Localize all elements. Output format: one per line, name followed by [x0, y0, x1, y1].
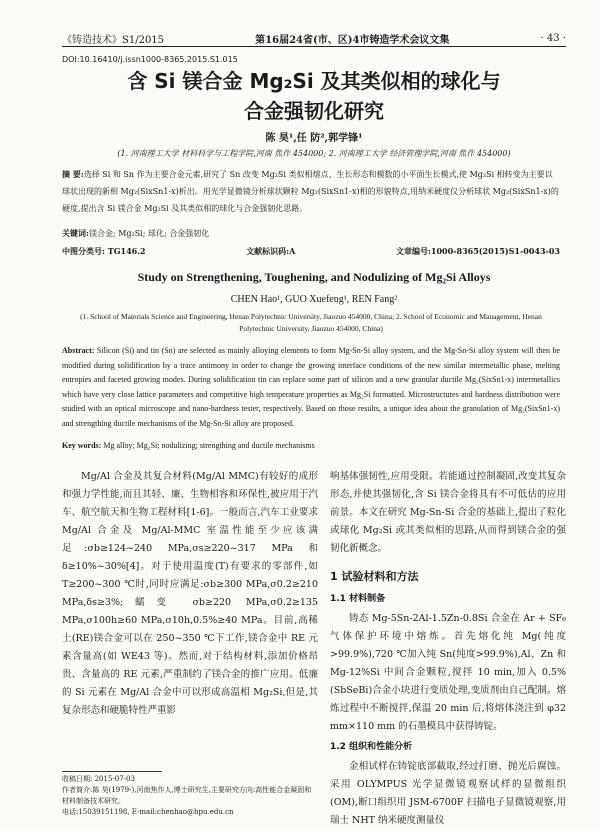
contact-info: 电话:15039151198, E-mail:chenhao@hpu.edu.cn: [62, 808, 234, 816]
intro-continued: 响基体强韧性,应用受限。若能通过控制凝固,改变其复杂形态,并使其强韧化,含 Si 镁合金将具有不可低估的应用前景。本文在研究 Mg-Sn-Si 合金的基础上,提出了粒化或球化 Mg₂Si 或其类似相的思路,从而得到镁合金的强韧化新概念。: [330, 471, 566, 554]
body-column-left: [62, 468, 318, 720]
footnote-divider: [62, 771, 162, 772]
running-header: [62, 30, 566, 47]
keywords-cn-text: 镁合金; Mg₂Si; 球化; 合金强韧化: [88, 229, 210, 238]
subsection-heading-1-2: 1.2 组织和性能分析: [330, 742, 413, 752]
keywords-en-text: Mg alloy; Mg₂Si; nodulizing; strengthing and ductile mechanisms: [103, 441, 315, 450]
keywords-cn-label: 关键词:: [62, 228, 89, 238]
journal-name: 《铸造技术》S1/2015: [62, 34, 165, 46]
affiliation-en: (1. School of Materials Science and Engineering, Henan Polytechnic University, Jiaozuo 454000, China; 2. School of Economic and Management, Henan Polytechnic University, Jiaozuo 454000, China): [80, 312, 542, 333]
affiliation-cn: (1. 河南理工大学 材料科学与工程学院,河南 焦作 454000; 2. 河南理工大学 经济管理学院,河南 焦作 454000): [117, 149, 511, 158]
title-cn-line1: 含 Si 镁合金 Mg₂Si 及其类似相的球化与: [127, 69, 501, 93]
keywords-cn: [62, 228, 560, 239]
keywords-en-label: Key words:: [62, 441, 102, 450]
meeting-name: 第16届24省(市、区)4市铸造学术会议文集: [255, 34, 450, 46]
abstract-cn-text: 选择 Si 和 Sn 作为主要合金元素,研究了 Sn 改变 Mg₂Si 类似相熔点、生长形态和模数的小平面生长模式,使 Mg₂Si 相转变为主要以球状出现的新相 Mg₂(SixSn1-x)析出。用光学显微镜分析球状颗粒 Mg₂(SixSn1-x)相的形貌特点,用纳米硬度仪分析球状 Mg₂(SixSn1-x)的硬度,提出含 Si 镁合金 Mg₂Si 及其类似相的球化与合金强韧化思路。: [62, 170, 559, 213]
authors-cn: 陈 昊¹,任 防²,郭学锋¹: [265, 133, 363, 144]
intro-paragraph: Mg/Al 合金及其复合材料(Mg/Al MMC)有较好的成形和强力学性能,而且其轻、廉、生物相容和环保性,被应用于汽车、航空航天和生物工程材料[1-6]。一般而言,汽车工业要求 Mg/Al 合金及 Mg/Al-MMC 室温性能至少应该满足:σb≥124~240 MPa,σs≥220~317 MPa 和 δ≥10%~30%[4]。对于使用温度(T)有要求的零部件,如 T≥200~300 ℃时,同时应满足:σb≥300 MPa,σ0.2≥210 MPa,δs≥3%;蠕变 σb≥220 MPa,σ0.2≥135 MPa,σ100h≥60 MPa,σ10h,0.5%≥40 MPa。目前,高稀土(RE)镁合金可以在 250~350 ℃下工作,镁合金中 RE 元素含量高(如 WE43 等)。然而,对于结构材料,添加价格昂贵、含量高的 RE 元素,严重制约了镁合金的推广应用。低廉的 Si 元素在 Mg/Al 合金中可以形成高温相 Mg₂Si,但是,其复杂形态和硬脆特性严重影: [62, 471, 318, 716]
clc-number: 中图分类号: TG146.2: [62, 246, 146, 256]
page-number: · 43 ·: [540, 32, 566, 44]
body-column-right: [330, 468, 566, 830]
footnote: [62, 774, 318, 818]
preparation-paragraph: 铸态 Mg-5Sn-2Al-1.5Zn-0.8Si 合金在 Ar + SF₆ 气体保护环境中熔炼。首先熔化纯 Mg(纯度>99.9%),720 ℃加入纯 Sn(纯度>99.9%),Al、Zn 和 Mg-12%Si 中间合金颗粒,搅拌 10 min,加入 0.5%(SbSeBi)合金小块进行变质处理,变质剂由自己配制。熔炼过程中不断搅拌,保温 20 min 后,将熔体浇注到 φ32 mm×110 mm 的石墨模具中获得铸锭。: [330, 613, 566, 732]
paper-title-cn: [62, 66, 566, 126]
document-code: 文献标识码:A: [246, 246, 296, 256]
analysis-paragraph: 金相试样在铸锭底部截取,经过打磨、抛光后腐蚀。采用 OLYMPUS 光学显微镜观察试样的显微组织(OM),断口组织用 JSM-6700F 扫描电子显微镜观察,用瑞士 NHT 纳米硬度测量仪: [330, 761, 566, 826]
abstract-en: [62, 344, 560, 431]
doi: DOI:10.16410/j.issn1000-8365.2015.S1.015: [62, 55, 238, 64]
abstract-en-label: Abstract:: [62, 346, 95, 355]
abstract-en-text: Silicon (Si) and tin (Sn) are selected as mainly alloying elements to form Mg-Sn-Si alloy system, and the Mg-Sn-Si alloy system will then be modified during solidification by a trace antimony in order to change the growing interface conditions of the new similar intermetallic phase, melting entropies and faceted growing modes. During solidification tin can replace some part of silicon and a new granular ductile Mg₂(SixSn1-x) intermetallics which have very close lattice parameters and competitive high temperature properties as Mg₂Si formatted. Microstructures and hardness distribution were studied with an optical microscope and nano-hardness tester, respectively. Based on those results, a unique idea about the granulation of Mg₂(SixSn1-x) and strengthing ductile mechanisms of the Mg-Sn-Si alloy are proposed.: [62, 346, 560, 428]
abstract-cn-label: 摘 要:: [62, 169, 84, 179]
subsection-heading-1-1: 1.1 材料制备: [330, 594, 386, 604]
section-heading-1: 1 试验材料和方法: [330, 570, 419, 583]
paper-title-en: Study on Strengthening, Toughening, and Nodulizing of Mg₂Si Alloys: [137, 270, 491, 284]
received-date: 收稿日期: 2015-07-03: [62, 775, 135, 783]
title-cn-line2: 合金强韧化研究: [244, 99, 384, 123]
abstract-cn: [62, 166, 560, 217]
authors-en: CHEN Hao¹, GUO Xuefeng¹, REN Fang²: [230, 294, 398, 305]
article-number: 文章编号:1000-8365(2015)S1-0043-03: [395, 246, 560, 256]
keywords-en: [62, 441, 560, 450]
classification-line: [62, 246, 560, 257]
author-bio: 作者简介:陈 昊(1979-),河南焦作人,博士研究生,主要研究方向:高性能合金凝固和材料制备技术研究。: [62, 786, 312, 805]
